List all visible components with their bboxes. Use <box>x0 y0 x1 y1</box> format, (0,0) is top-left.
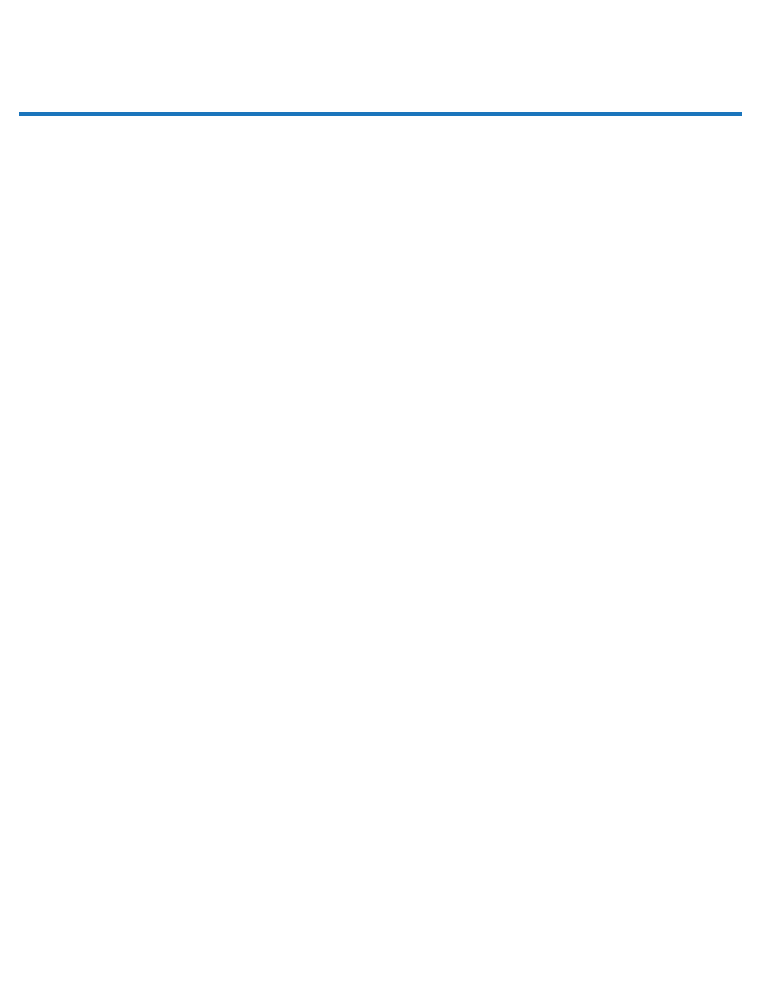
header-divider <box>19 112 742 116</box>
